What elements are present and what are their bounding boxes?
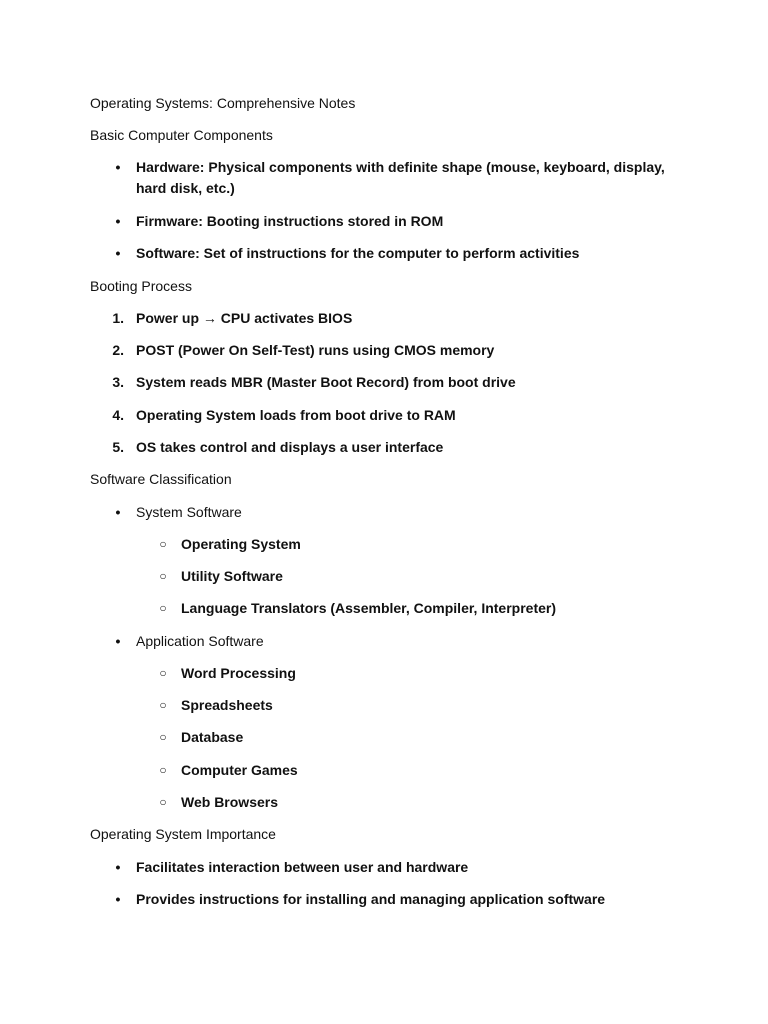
step-number: 5. xyxy=(112,439,124,455)
sub-bullet-marker: ○ xyxy=(159,795,167,809)
system-software-item: Language Translators (Assembler, Compiler, Interpreter) xyxy=(181,600,556,616)
boot-step-1: Power up → CPU activates BIOS xyxy=(136,310,353,326)
importance-item: Provides instructions for installing and managing application software xyxy=(136,891,606,907)
list-item-firmware: Firmware: Booting instructions stored in ROM xyxy=(136,213,444,229)
application-software-item: Spreadsheets xyxy=(181,697,273,713)
step-number: 3. xyxy=(112,374,124,390)
bullet-marker: • xyxy=(115,504,121,520)
system-software-item: Utility Software xyxy=(181,568,283,584)
sub-bullet-marker: ○ xyxy=(159,569,167,583)
sub-bullet-marker: ○ xyxy=(159,601,167,615)
boot-step-3: System reads MBR (Master Boot Record) from boot drive xyxy=(136,374,516,390)
sub-bullet-marker: ○ xyxy=(159,763,167,777)
application-software-item: Word Processing xyxy=(181,665,296,681)
bullet-marker: • xyxy=(115,633,121,649)
boot-step-2: POST (Power On Self-Test) runs using CMOS memory xyxy=(136,342,495,358)
sub-bullet-marker: ○ xyxy=(159,537,167,551)
sub-bullet-marker: ○ xyxy=(159,666,167,680)
application-software-item: Computer Games xyxy=(181,762,298,778)
list-item-software: Software: Set of instructions for the computer to perform activities xyxy=(136,245,580,261)
sub-bullet-marker: ○ xyxy=(159,730,167,744)
step-number: 1. xyxy=(112,310,124,326)
step-number: 4. xyxy=(112,407,124,423)
boot-step-5: OS takes control and displays a user interface xyxy=(136,439,444,455)
list-item-hardware: Hardware: Physical components with definite shape (mouse, keyboard, display, hard disk, etc.) xyxy=(136,159,665,196)
bullet-marker: • xyxy=(115,859,121,875)
system-software-label: System Software xyxy=(136,504,242,520)
section-heading-importance: Operating System Importance xyxy=(90,826,276,842)
bullet-marker: • xyxy=(115,891,121,907)
bullet-marker: • xyxy=(115,213,121,229)
boot-step-4: Operating System loads from boot drive to RAM xyxy=(136,407,456,423)
step-number: 2. xyxy=(112,342,124,358)
bullet-marker: • xyxy=(115,159,121,175)
sub-bullet-marker: ○ xyxy=(159,698,167,712)
section-heading-components: Basic Computer Components xyxy=(90,127,273,143)
application-software-item: Web Browsers xyxy=(181,794,278,810)
bullet-marker: • xyxy=(115,245,121,261)
application-software-label: Application Software xyxy=(136,633,264,649)
system-software-item: Operating System xyxy=(181,536,301,552)
section-heading-booting: Booting Process xyxy=(90,278,192,294)
application-software-item: Database xyxy=(181,729,244,745)
section-heading-classification: Software Classification xyxy=(90,471,232,487)
importance-item: Facilitates interaction between user and hardware xyxy=(136,859,469,875)
document-title: Operating Systems: Comprehensive Notes xyxy=(90,95,356,111)
